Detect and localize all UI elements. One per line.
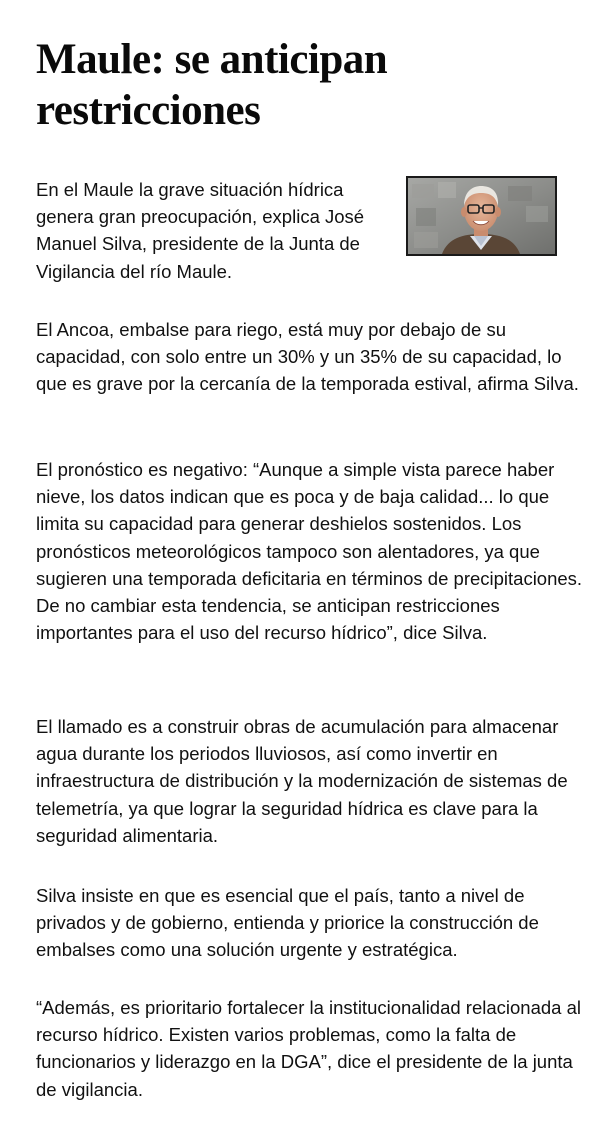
- portrait-photo: [406, 176, 557, 256]
- article-paragraph-2: El Ancoa, embalse para riego, está muy por debajo de su capacidad, con solo entre un 30% y un 35% de su capacidad, lo que es grave por la cercanía de la temporada estival, afirma Silva.: [36, 319, 579, 395]
- article-paragraph-1: En el Maule la grave situación hídrica genera gran preocupación, explica José Manuel Silva, presidente de la Junta de Vigilancia del río Maule.: [36, 179, 365, 282]
- article-paragraph-6: “Además, es prioritario fortalecer la institucionalidad relacionada al recurso hídrico. Existen varios problemas, como la falta de funcionarios y liderazgo en la DGA”, dice el presidente de la junta de vigilancia.: [36, 997, 582, 1100]
- article-paragraph-5: Silva insiste en que es esencial que el país, tanto a nivel de privados y de gobierno, entienda y priorice la construcción de embalses como una solución urgente y estratégica.: [36, 885, 539, 961]
- article-paragraph-4: El llamado es a construir obras de acumulación para almacenar agua durante los periodos lluviosos, así como invertir en infraestructura de distribución y la modernización de sistemas de telemetría, ya que lograr la seguridad hídrica es clave para la seguridad alimentaria.: [36, 716, 568, 846]
- article-paragraph-3: El pronóstico es negativo: “Aunque a simple vista parece haber nieve, los datos indican que es poca y de baja calidad... lo que limita su capacidad para generar deshielos sostenidos. Los pronósticos meteorológicos tampoco son alentadores, ya que sugieren una temporada deficitaria en términos de precipitaciones. De no cambiar esta tendencia, se anticipan restricciones importantes para el uso del recurso hídrico”, dice Silva.: [36, 459, 583, 644]
- person-photo-icon: [408, 178, 555, 254]
- article-title: Maule: se anticipan restricciones: [36, 36, 388, 134]
- article: [36, 34, 584, 1100]
